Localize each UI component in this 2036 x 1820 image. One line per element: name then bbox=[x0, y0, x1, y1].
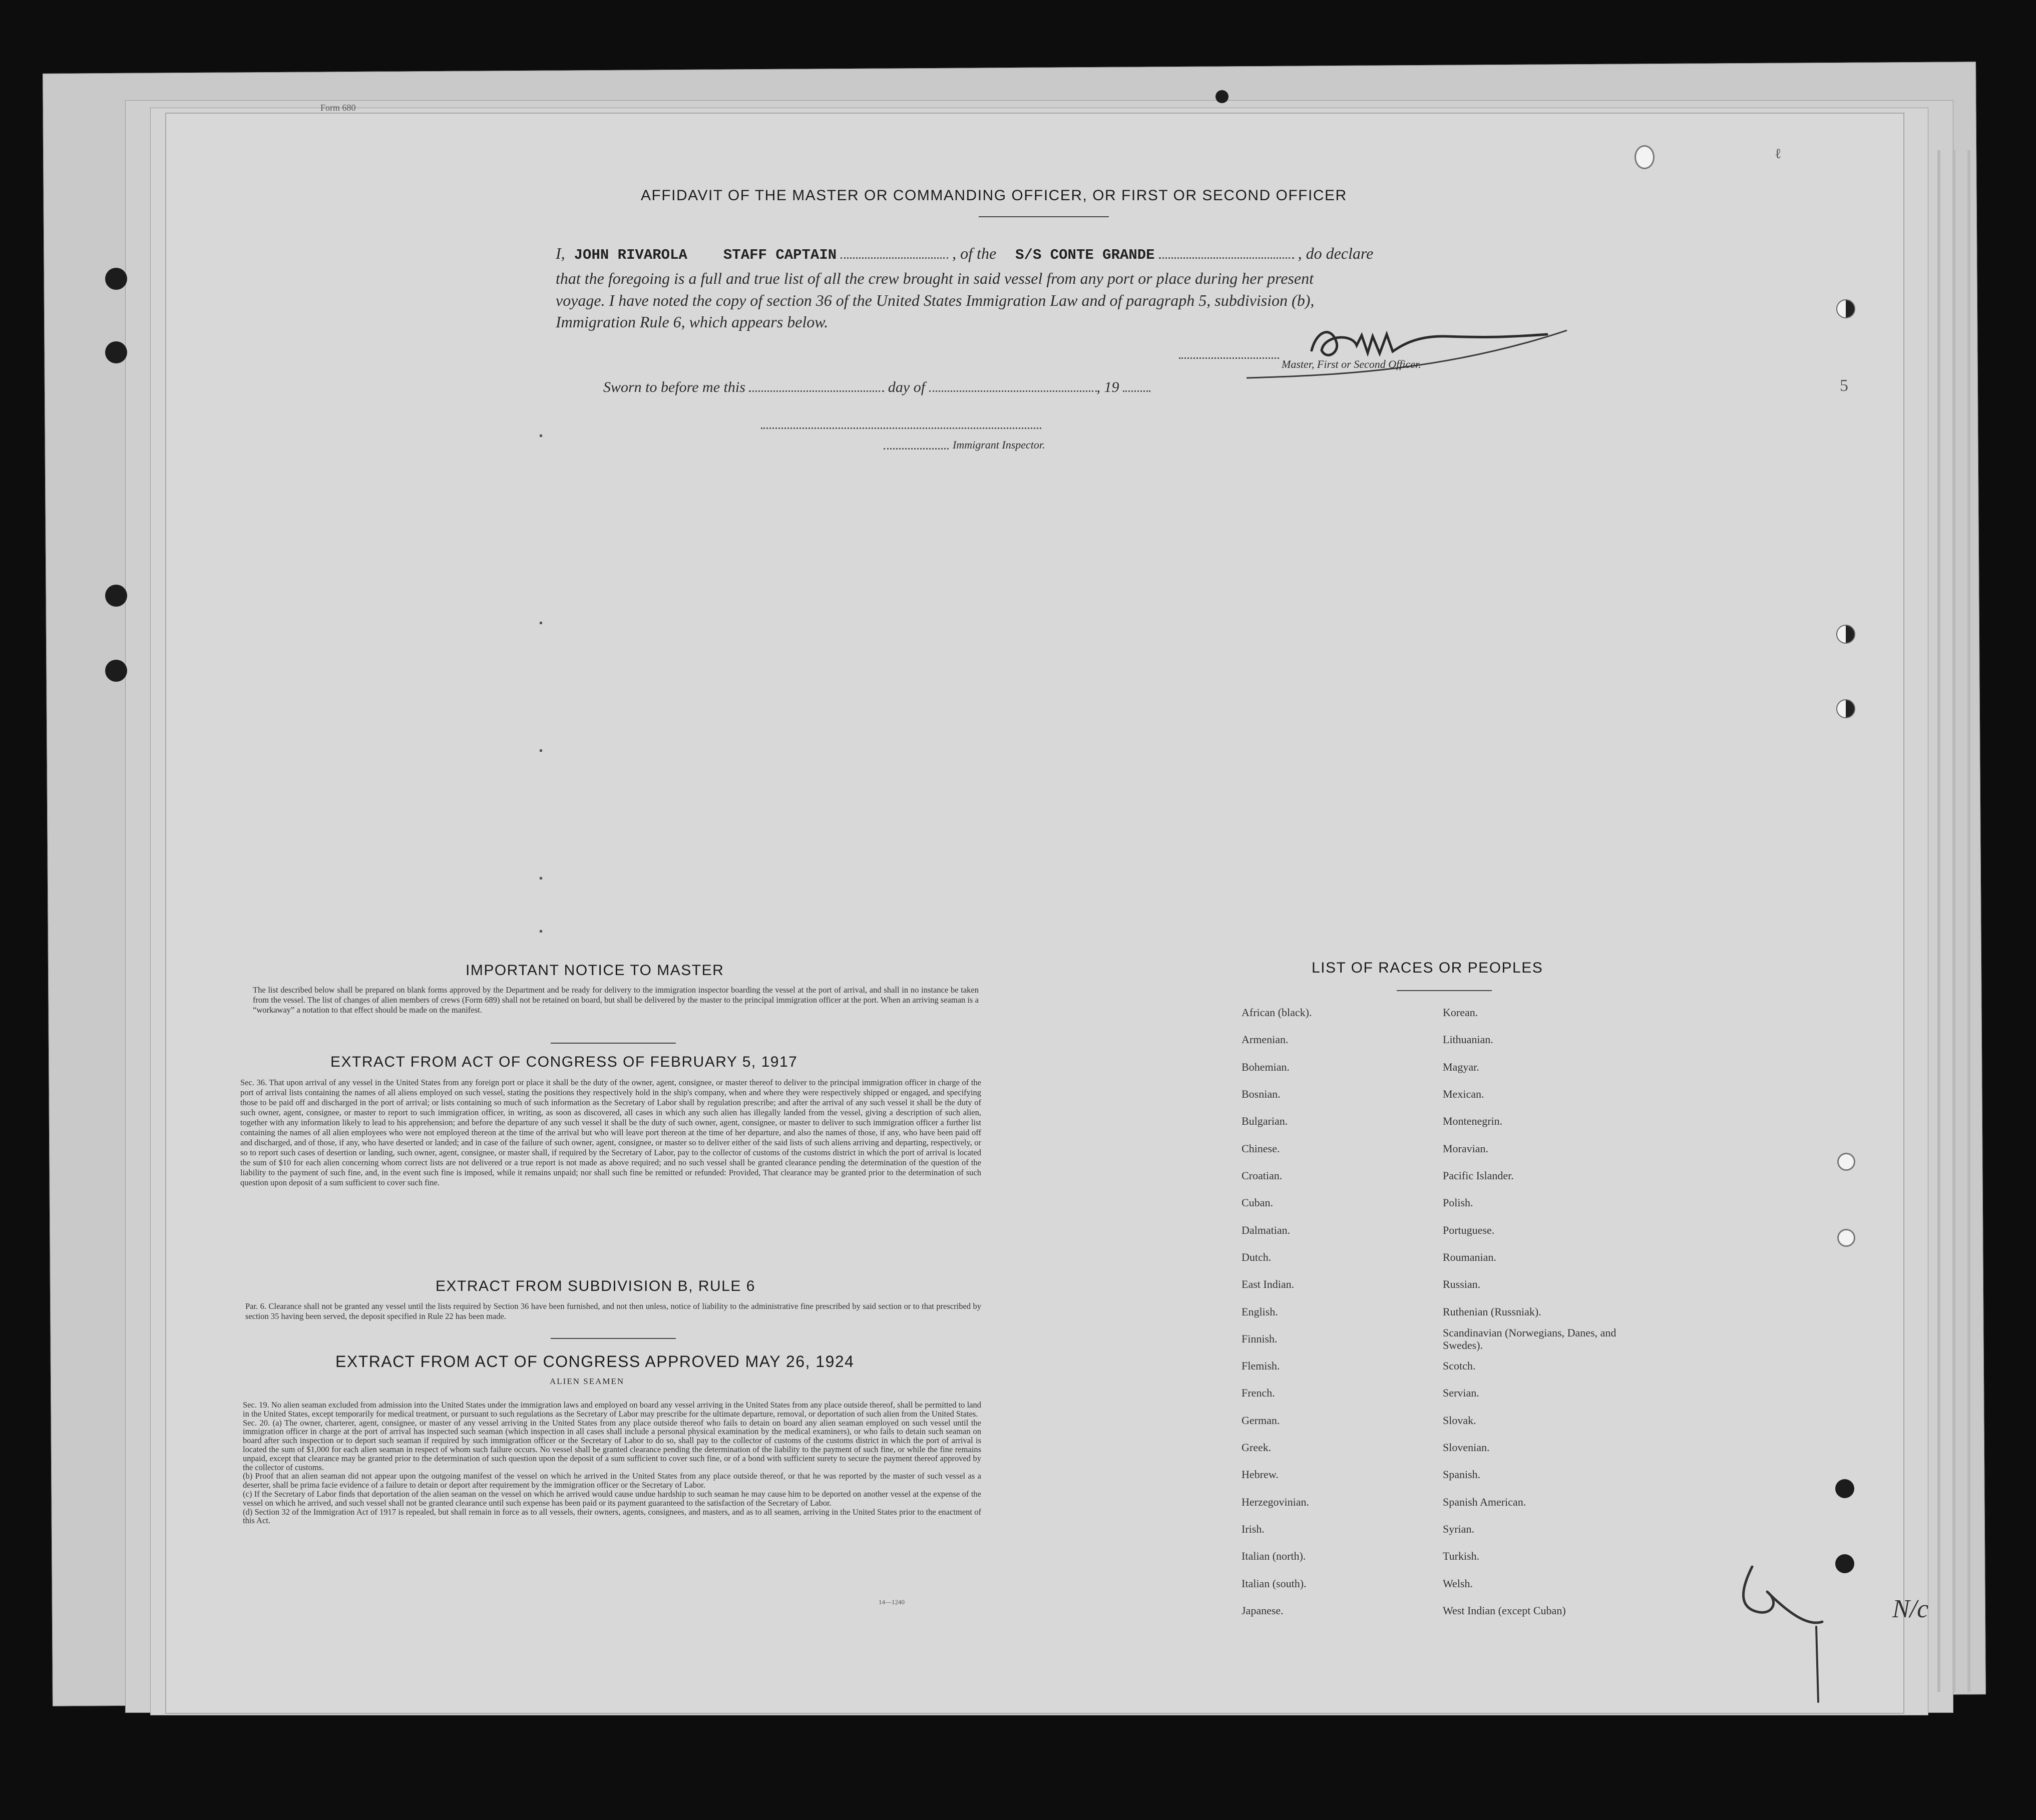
divider bbox=[551, 1338, 676, 1339]
do-declare-text: , do declare bbox=[1298, 244, 1374, 262]
race-item: Chinese. bbox=[1242, 1142, 1280, 1155]
race-item: Dutch. bbox=[1242, 1251, 1272, 1263]
punch-hole bbox=[1836, 625, 1855, 644]
declarant-rank: STAFF CAPTAIN bbox=[723, 247, 837, 263]
affidavit-body-line: Immigration Rule 6, which appears below. bbox=[556, 313, 829, 331]
race-item: Montenegrin. bbox=[1443, 1115, 1503, 1127]
divider bbox=[551, 1043, 676, 1044]
sworn-text: Sworn to before me this bbox=[603, 379, 745, 395]
punch-hole bbox=[1836, 299, 1855, 318]
race-item: Russian. bbox=[1443, 1278, 1481, 1290]
race-item: Irish. bbox=[1242, 1523, 1265, 1535]
race-item: Moravian. bbox=[1443, 1142, 1489, 1155]
punch-hole bbox=[1835, 1479, 1854, 1498]
race-item: Greek. bbox=[1242, 1441, 1272, 1454]
alien-seamen-subheading: ALIEN SEAMEN bbox=[550, 1377, 625, 1386]
race-item: Servian. bbox=[1443, 1387, 1479, 1399]
margin-tick bbox=[540, 930, 542, 933]
race-item: French. bbox=[1242, 1387, 1275, 1399]
affidavit-body-line: voyage. I have noted the copy of section 36 of the United States Immigration Law and of paragraph 5, subdivision (b), bbox=[556, 291, 1315, 309]
signature-line bbox=[1179, 356, 1279, 359]
race-item: African (black). bbox=[1242, 1006, 1312, 1019]
punch-hole bbox=[105, 660, 127, 682]
race-item: Bulgarian. bbox=[1242, 1115, 1288, 1127]
extract-1917-heading: EXTRACT FROM ACT OF CONGRESS OF FEBRUARY 5, 1917 bbox=[330, 1054, 798, 1070]
day-of-text: day of bbox=[888, 379, 926, 395]
pencil-mark: ℓ bbox=[1775, 146, 1782, 162]
year-prefix-text: , 19 bbox=[1096, 379, 1119, 395]
race-item: Spanish American. bbox=[1443, 1496, 1526, 1508]
race-item: Herzegovinian. bbox=[1242, 1496, 1309, 1508]
race-item: Japanese. bbox=[1242, 1604, 1284, 1617]
race-item: Scotch. bbox=[1443, 1359, 1476, 1372]
race-item: German. bbox=[1242, 1414, 1280, 1427]
race-item: Syrian. bbox=[1443, 1523, 1474, 1535]
race-item: Pacific Islander. bbox=[1443, 1169, 1514, 1182]
inspector-signature-line bbox=[761, 426, 1041, 429]
race-item: Portuguese. bbox=[1443, 1224, 1495, 1236]
race-item: Italian (south). bbox=[1242, 1577, 1307, 1590]
race-item: East Indian. bbox=[1242, 1278, 1295, 1290]
inspector-name-line bbox=[884, 447, 949, 449]
race-item: Italian (north). bbox=[1242, 1550, 1306, 1562]
sheet-edge bbox=[1937, 150, 1940, 1692]
dotted-blank bbox=[1159, 253, 1294, 259]
margin-tick bbox=[540, 877, 542, 879]
dotted-blank bbox=[929, 386, 1097, 392]
margin-tick bbox=[540, 749, 542, 752]
race-item: Hebrew. bbox=[1242, 1468, 1279, 1481]
sheet-edge bbox=[1967, 150, 1970, 1692]
race-item: Spanish. bbox=[1443, 1468, 1481, 1481]
inspector-caption: Immigrant Inspector. bbox=[953, 438, 1045, 451]
sheet-edge bbox=[1952, 150, 1955, 1692]
race-item: Armenian. bbox=[1242, 1033, 1289, 1046]
race-item: Korean. bbox=[1443, 1006, 1478, 1019]
vessel-name: S/S CONTE GRANDE bbox=[1015, 247, 1155, 263]
margin-tick bbox=[540, 434, 542, 437]
dotted-blank bbox=[1123, 386, 1150, 392]
margin-tick bbox=[540, 622, 542, 624]
extract-1924-text bbox=[243, 1401, 981, 1525]
form-code: 14—1240 bbox=[879, 1598, 905, 1606]
form-number: Form 680 bbox=[320, 103, 356, 113]
punch-hole bbox=[1836, 699, 1855, 718]
section-36-paragraph: Sec. 36. That upon arrival of any vessel in the United States from any foreign port or place it shall be the duty of the owner, agent, consignee, or master thereof to deliver to the principal immigration officer in charge of the port of arrival lists containing the names of all aliens employed on such vessel, stating the positions they respectively hold in the ship's company, when and where they were respectively shipped or engaged, and specifying those to be paid off and discharged in the port of arrival; or lists containing so much of such information as the Secretary of Labor shall by regulation prescribe; and after the arrival of any such vessel it shall be the duty of such owner, agent, consignee, or master to report to such immigration officer, in writing, as soon as discovered, all cases in which any such alien has illegally landed from the vessel, giving a description of such alien, together with any information likely to lead to his apprehension; and before the departure of any such vessel it shall be the duty of such owner, agent, consignee, or master to deliver to such immigration officer a further list containing the names of all alien employees who were not employed thereon at the time of the arrival but who will leave port thereon at the time of her departure, and also the names of those, if any, who have been paid off and discharged, and of those, if any, who have deserted or landed; and in case of the failure of such owner, agent, consignee, or master so to deliver either of the said lists of such aliens arriving and departing, respectively, or so to report such cases of desertion or landing, such owner, agent, consignee, or master shall, if required by the Secretary of Labor, pay to the collector of customs of the customs district in which the port of arrival is located the sum of $10 for each alien concerning whom correct lists are not delivered or a true report is not made as above required; and no such vessel shall be granted clearance pending the determination of the question of the liability to the payment of such fine, and, in the event such fine is imposed, while it remains unpaid; nor shall such fine be remitted or refunded: Provided, That clearance may be granted prior to the determination of such question upon deposit of a sum sufficient to cover such fine. bbox=[240, 1078, 981, 1187]
punch-hole bbox=[1837, 1229, 1855, 1247]
race-item: Slovak. bbox=[1443, 1414, 1476, 1427]
race-item: Flemish. bbox=[1242, 1359, 1280, 1372]
notice-heading: IMPORTANT NOTICE TO MASTER bbox=[466, 962, 724, 979]
signature-caption: Master, First or Second Officer. bbox=[1282, 358, 1421, 370]
handwritten-mark bbox=[1692, 1552, 1852, 1717]
punch-hole bbox=[1635, 145, 1655, 169]
declarant-name: JOHN RIVAROLA bbox=[574, 247, 687, 263]
punch-hole bbox=[1215, 90, 1229, 103]
race-item: Bohemian. bbox=[1242, 1061, 1290, 1073]
notice-paragraph: The list described below shall be prepared on blank forms approved by the Department and be ready for delivery to the immigration inspector boarding the vessel at the port of arrival, and shall in no instance be taken from the vessel. The list of changes of alien members of crews (Form 689) shall not be retained on board, but shall be delivered by the master to the principal immigration officer at the port. When an arriving seaman is a “workaway” a notation to that effect should be made on the manifest. bbox=[253, 985, 979, 1015]
rule-6-paragraph: Par. 6. Clearance shall not be granted any vessel until the lists required by Section 36 have been furnished, and not then unless, notice of liability to the administrative fine prescribed by said section or to that prescribed by section 35 having been served, the deposit specified in Rule 22 has been made. bbox=[245, 1301, 981, 1321]
affidavit-body-line: that the foregoing is a full and true list of all the crew brought in said vessel from any port or place during her present bbox=[556, 269, 1314, 287]
race-item: Polish. bbox=[1443, 1196, 1473, 1209]
declaration-line bbox=[556, 244, 1373, 263]
race-item: Mexican. bbox=[1443, 1088, 1484, 1100]
race-item: Ruthenian (Russniak). bbox=[1443, 1305, 1541, 1318]
punch-hole bbox=[105, 585, 127, 607]
race-item: Bosnian. bbox=[1242, 1088, 1281, 1100]
dotted-blank bbox=[749, 386, 884, 392]
punch-hole bbox=[1837, 1153, 1855, 1171]
affidavit-title: AFFIDAVIT OF THE MASTER OR COMMANDING OFFICER, OR FIRST OR SECOND OFFICER bbox=[641, 187, 1347, 204]
race-item: Croatian. bbox=[1242, 1169, 1283, 1182]
race-item: English. bbox=[1242, 1305, 1278, 1318]
race-item: Roumanian. bbox=[1443, 1251, 1496, 1263]
extract-1917-text bbox=[240, 1078, 981, 1188]
handwritten-corner-mark: N/c bbox=[1892, 1595, 1929, 1623]
handwritten-page-number: 5 bbox=[1840, 376, 1848, 395]
of-the-text: , of the bbox=[952, 244, 997, 262]
divider bbox=[1397, 990, 1492, 991]
race-item: Welsh. bbox=[1443, 1577, 1473, 1590]
extract-1924-heading: EXTRACT FROM ACT OF CONGRESS APPROVED MAY 26, 1924 bbox=[335, 1352, 855, 1371]
pronoun-text: I, bbox=[556, 244, 565, 262]
race-item: Turkish. bbox=[1443, 1550, 1480, 1562]
race-item: Cuban. bbox=[1242, 1196, 1273, 1209]
race-item: Finnish. bbox=[1242, 1332, 1278, 1345]
dotted-blank bbox=[841, 253, 948, 259]
rule-6-text bbox=[245, 1301, 981, 1321]
race-item: Scandinavian (Norwegians, Danes, and Swedes). bbox=[1443, 1326, 1616, 1351]
race-item: Slovenian. bbox=[1443, 1441, 1490, 1454]
section-20c-paragraph: (c) If the Secretary of Labor finds that deportation of the alien seaman on the vessel on which he arrived would cause undue hardship to such seaman he may cause him to be deported on another vessel at the expense of the vessel on which he arrived, and such vessel shall not be granted clearance until such expense has been paid or its payment guaranteed to the satisfaction of the Secretary of Labor. bbox=[243, 1489, 981, 1508]
punch-hole bbox=[105, 268, 127, 290]
race-item: Lithuanian. bbox=[1443, 1033, 1493, 1046]
rule-6-heading: EXTRACT FROM SUBDIVISION B, RULE 6 bbox=[436, 1278, 755, 1294]
section-20d-paragraph: (d) Section 32 of the Immigration Act of 1917 is repealed, but shall remain in force as to all vessels, their owners, agents, consignees, and masters, and as to all seamen, arriving in the United States prior to the enactment of this Act. bbox=[243, 1507, 981, 1526]
sworn-line bbox=[603, 379, 1150, 396]
notice-text bbox=[253, 985, 979, 1015]
race-item: Dalmatian. bbox=[1242, 1224, 1291, 1236]
section-20b-paragraph: (b) Proof that an alien seaman did not appear upon the outgoing manifest of the vessel on which he arrived in the United States from any place outside thereof, or that he was reported by the master of such vessel as a deserter, shall be prima facie evidence of a failure to detain or deport after requirement by the immigration officer or the Secretary of Labor. bbox=[243, 1471, 981, 1490]
race-item: West Indian (except Cuban) bbox=[1443, 1604, 1566, 1617]
punch-hole bbox=[105, 341, 127, 363]
divider bbox=[979, 216, 1109, 217]
race-item: Magyar. bbox=[1443, 1061, 1479, 1073]
races-heading: LIST OF RACES OR PEOPLES bbox=[1312, 960, 1543, 976]
section-20a-paragraph: Sec. 20. (a) The owner, charterer, agent, consignee, or master of any vessel arriving in the United States from any place outside thereof who fails to detain on board any alien seaman employed on such vessel until the immigration officer in charge at the port of arrival has inspected such seaman (which inspection in all cases shall include a personal physical examination by the medical examiners), or who fails to detain such seaman on board after such inspection or to deport such seaman if required by such immigration officer or the Secretary of Labor to do so, shall pay to the collector of customs of the customs district in which the port of arrival is located the sum of $1,000 for each alien seaman in respect of whom such failure occurs. No vessel shall be granted clearance pending the determination of the liability to the payment of such fine, or while the fine remains unpaid, except that clearance may be granted prior to the determination of such question upon the deposit of a sum sufficient to cover such fine, or of a bond with sufficient surety to secure the payment thereof approved by the collector of customs. bbox=[243, 1418, 981, 1472]
section-19-paragraph: Sec. 19. No alien seaman excluded from admission into the United States under the immigration laws and employed on board any vessel arriving in the United States from any place outside thereof, shall be permitted to land in the United States, except temporarily for medical treatment, or pursuant to such regulations as the Secretary of Labor may prescribe for the ultimate departure, removal, or deportation of such alien from the United States. bbox=[243, 1400, 981, 1419]
